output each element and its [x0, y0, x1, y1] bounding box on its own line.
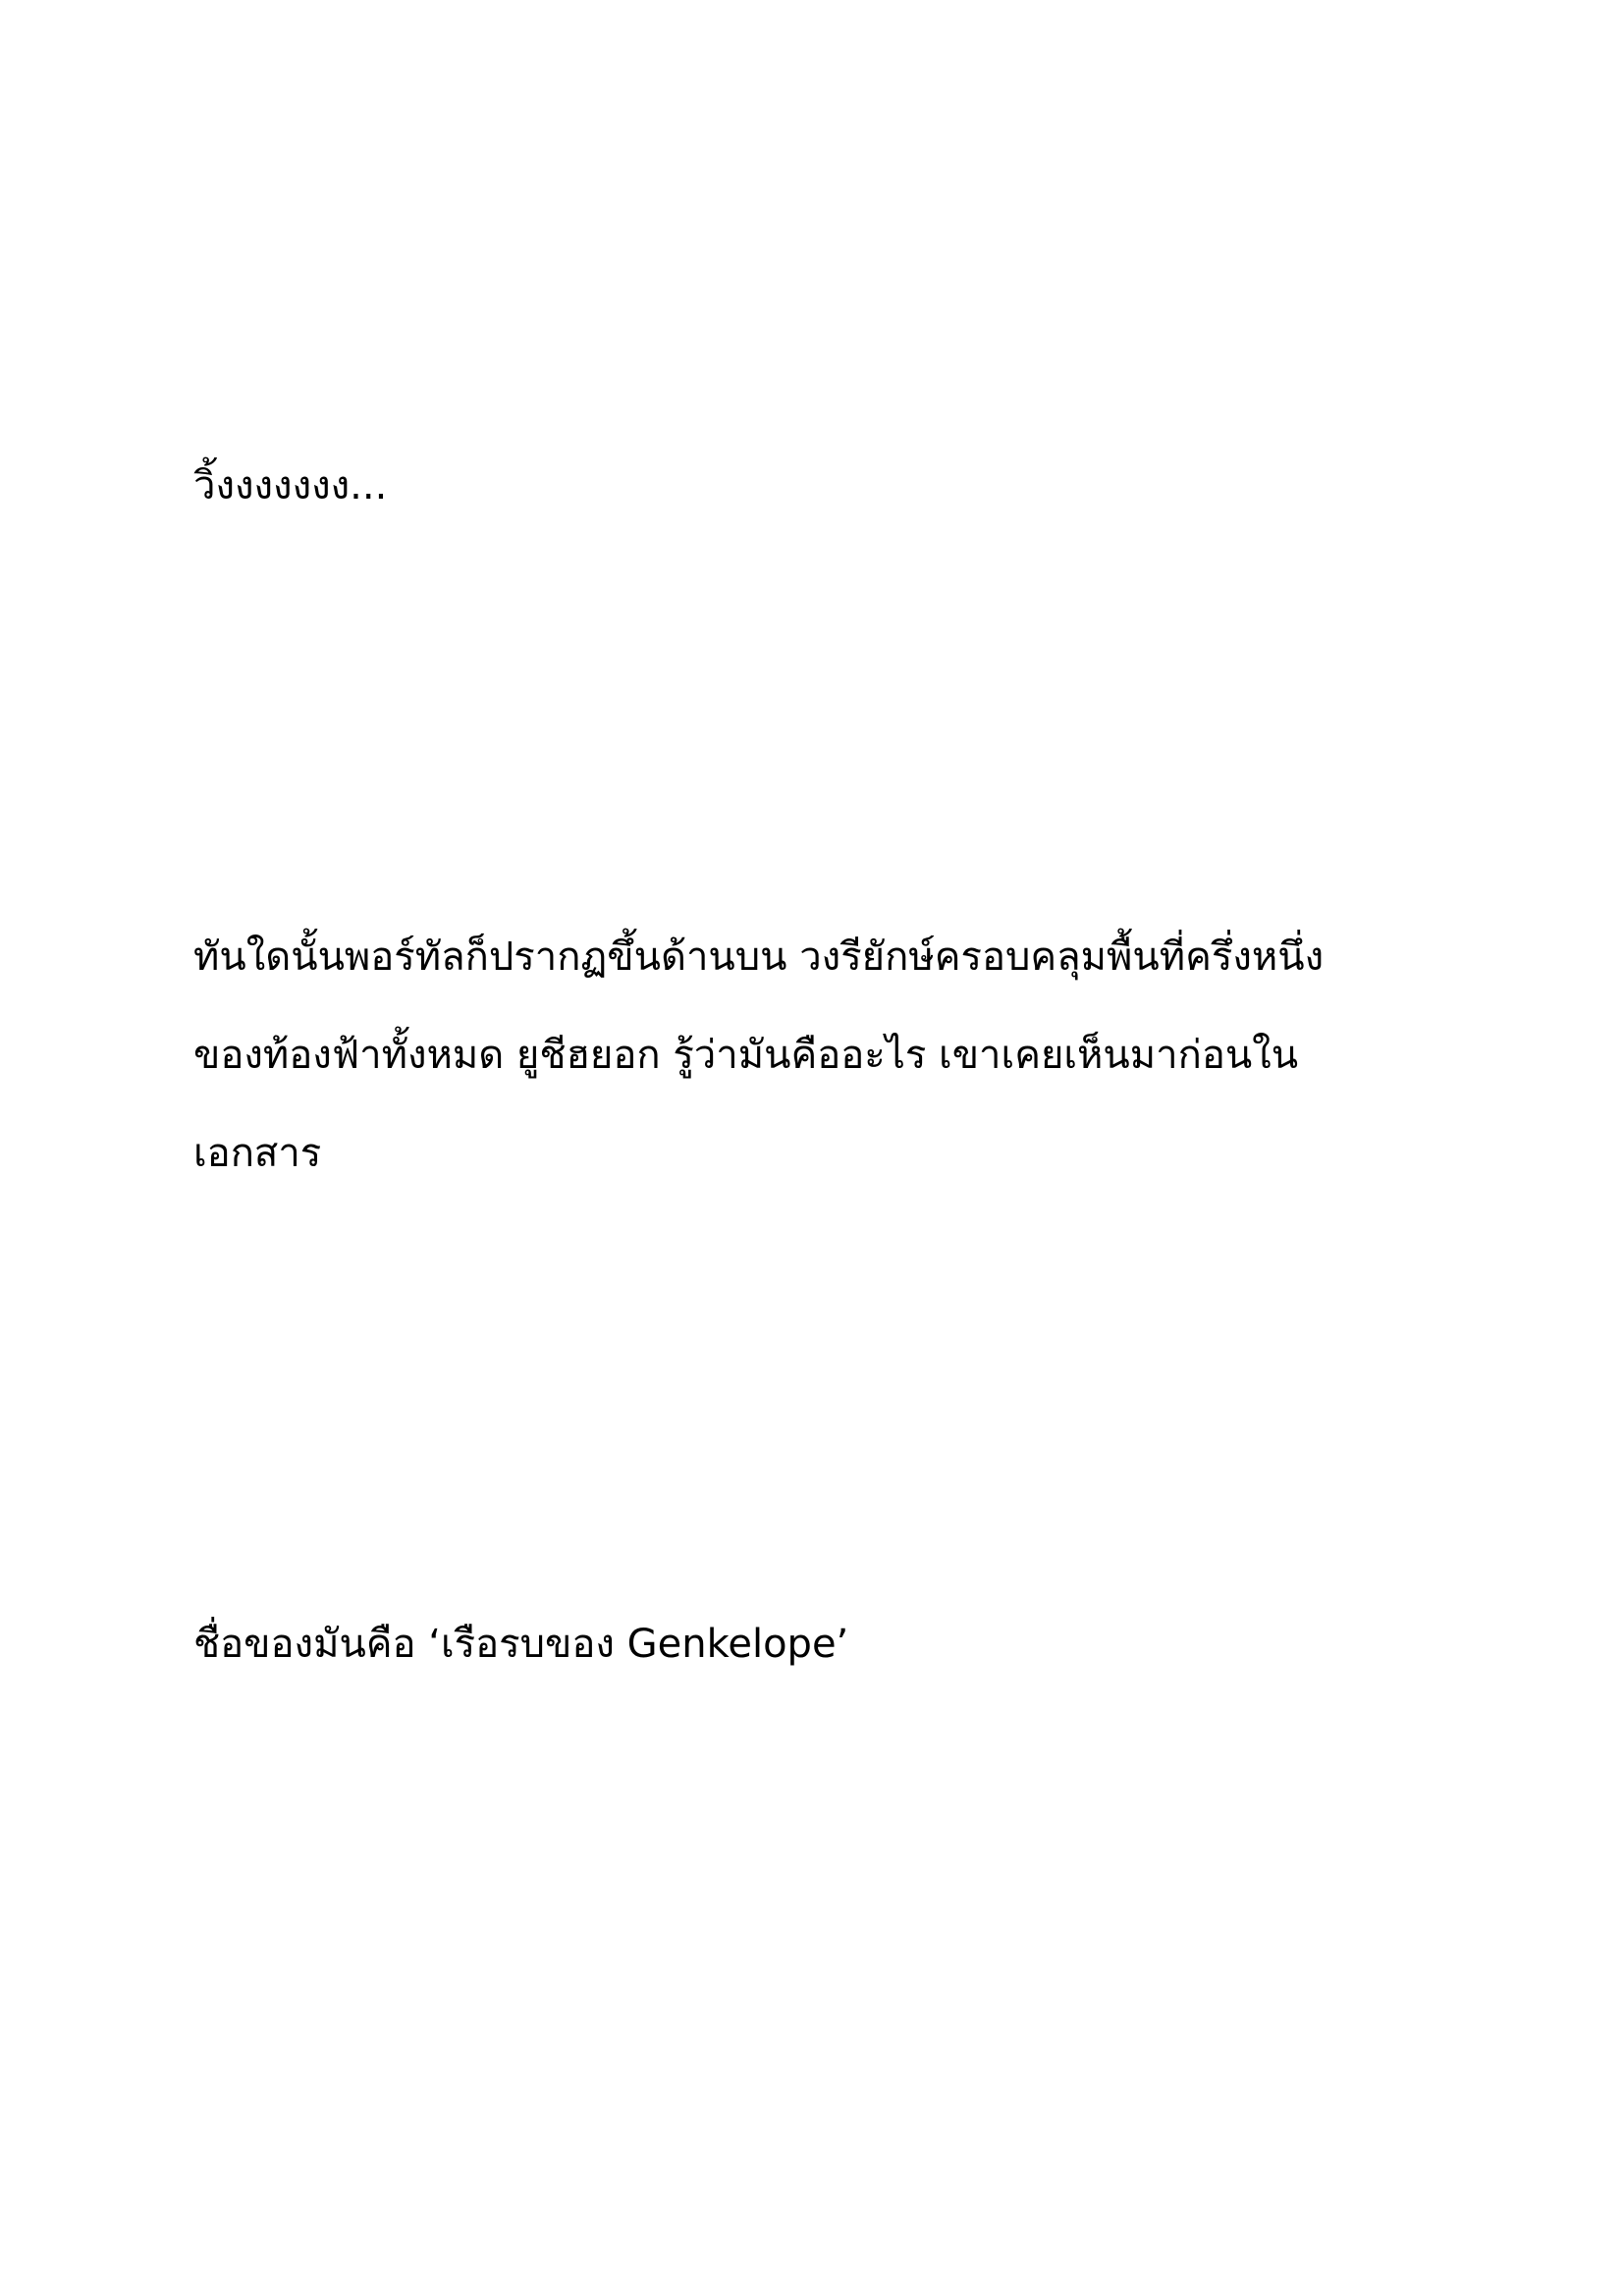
paragraph-portal	[193, 908, 1324, 1202]
paragraph-sound-effect	[193, 437, 387, 535]
text-line: ทันใดนั้นพอร์ทัลก็ปรากฏขึ้นด้านบน วงรียักษ์ครอบคลุมพื้นที่ครึ่งหนึ่ง	[193, 934, 1325, 980]
paragraph-name	[193, 1595, 848, 1693]
text-line: ของท้องฟ้าทั้งหมด ยูชีฮยอก รู้ว่ามันคืออะไร เขาเคยเห็นมาก่อนใน	[193, 1033, 1299, 1078]
text-line: วิ้งงงงงงง...	[193, 463, 388, 508]
text-line: เอกสาร	[193, 1131, 322, 1176]
text-line: ชื่อของมันคือ ‘เรือรบของ Genkelope’	[193, 1622, 849, 1667]
